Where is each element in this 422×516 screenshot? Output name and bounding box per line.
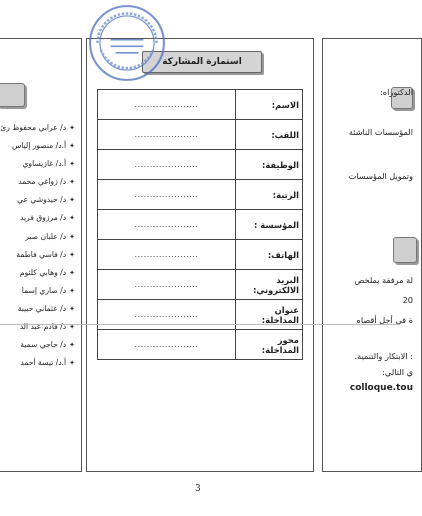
field-label: عنوان المداخلة: — [236, 300, 303, 330]
paper-axis-field[interactable]: ..................... — [98, 330, 236, 360]
form-row-paper-title — [98, 300, 303, 330]
star-bullet-icon: ✦ — [69, 196, 75, 205]
star-bullet-icon: ✦ — [69, 250, 75, 259]
name-field[interactable]: ..................... — [98, 90, 236, 120]
star-bullet-icon: ✦ — [69, 286, 75, 295]
text-line: ة في أجل أقصاه — [356, 315, 413, 325]
field-label: الهاتف: — [236, 240, 303, 270]
list-item: ✦د/ وهابي كلثوم — [19, 267, 75, 277]
list-item: ✦أ.د/ غازيساوي — [22, 159, 75, 169]
form-row-name — [98, 90, 303, 120]
field-label: البريد الالكتروني: — [236, 270, 303, 300]
star-bullet-icon: ✦ — [69, 124, 75, 132]
star-bullet-icon: ✦ — [69, 160, 75, 169]
star-bullet-icon: ✦ — [69, 341, 75, 350]
form-row-institution — [98, 210, 303, 240]
right-panel — [322, 38, 422, 472]
form-row-paper-axis — [98, 330, 303, 360]
left-panel — [0, 38, 82, 472]
form-row-email — [98, 270, 303, 300]
list-item: ✦د/ قادم عبد الد — [19, 322, 75, 332]
section-header-box — [393, 237, 417, 263]
list-item: ✦أ.د/ تيسة أحمد — [20, 358, 75, 368]
field-label: الرتبة: — [236, 180, 303, 210]
surname-field[interactable]: ..................... — [98, 120, 236, 150]
list-item: ✦د/ صاري إسما — [21, 285, 75, 295]
star-bullet-icon: ✦ — [69, 323, 75, 332]
page-number: 3 — [195, 484, 201, 494]
form-row-surname — [98, 120, 303, 150]
star-bullet-icon: ✦ — [69, 359, 75, 368]
text-line: : الابتكار والتنمية. — [354, 351, 413, 361]
list-item: ✦أ.د/ منصور إلياس — [12, 141, 75, 151]
text-line: 20 — [402, 295, 413, 305]
paper-title-field[interactable]: ..................... — [98, 300, 236, 330]
text-line: المؤسسات الناشئة — [348, 127, 413, 137]
star-bullet-icon: ✦ — [69, 178, 75, 187]
rank-field[interactable]: ..................... — [98, 180, 236, 210]
institution-field[interactable]: ..................... — [98, 210, 236, 240]
list-item: ✦د/ حيدوشي عي — [17, 195, 75, 205]
star-bullet-icon: ✦ — [69, 304, 75, 313]
star-bullet-icon: ✦ — [69, 214, 75, 223]
field-label: الاسم: — [236, 90, 303, 120]
text-line: وتمويل المؤسسات — [348, 171, 413, 181]
list-item: ✦د/ عرابي محفوظ رئ — [0, 123, 75, 132]
list-item: ✦د/ فاسي فاطمة — [16, 249, 75, 259]
text-line: ي التالي: — [382, 367, 413, 377]
participation-form-panel — [86, 38, 314, 472]
list-item: ✦د/ علبان صبر — [25, 231, 75, 241]
field-label: محور المداخلة: — [236, 330, 303, 360]
star-bullet-icon: ✦ — [69, 268, 75, 277]
list-item: ✦د/ زواغي محمد — [18, 177, 75, 187]
form-row-rank — [98, 180, 303, 210]
list-item: ✦د/ مرزوق فريد — [19, 213, 75, 223]
fold-line — [0, 324, 400, 325]
conference-url[interactable]: colloque.tou — [349, 383, 413, 393]
committee-list — [0, 119, 75, 372]
section-header-box — [0, 83, 25, 107]
text-line: لة مرفقة بملخص — [354, 275, 413, 285]
form-table — [97, 89, 303, 360]
star-bullet-icon: ✦ — [69, 142, 75, 151]
phone-field[interactable]: ..................... — [98, 240, 236, 270]
form-title: استمارة المشاركة — [142, 51, 262, 73]
list-item: ✦د/ عثماني حبيبة — [17, 303, 75, 313]
list-item: ✦د/ حاجي سمية — [20, 340, 75, 350]
field-label: اللقب: — [236, 120, 303, 150]
form-row-phone — [98, 240, 303, 270]
star-bullet-icon: ✦ — [69, 232, 75, 241]
text-line: الدكتوراه: — [380, 87, 413, 97]
field-label: المؤسسة : — [236, 210, 303, 240]
field-label: الوظيفة: — [236, 150, 303, 180]
email-field[interactable]: ..................... — [98, 270, 236, 300]
job-field[interactable]: ..................... — [98, 150, 236, 180]
form-row-job — [98, 150, 303, 180]
